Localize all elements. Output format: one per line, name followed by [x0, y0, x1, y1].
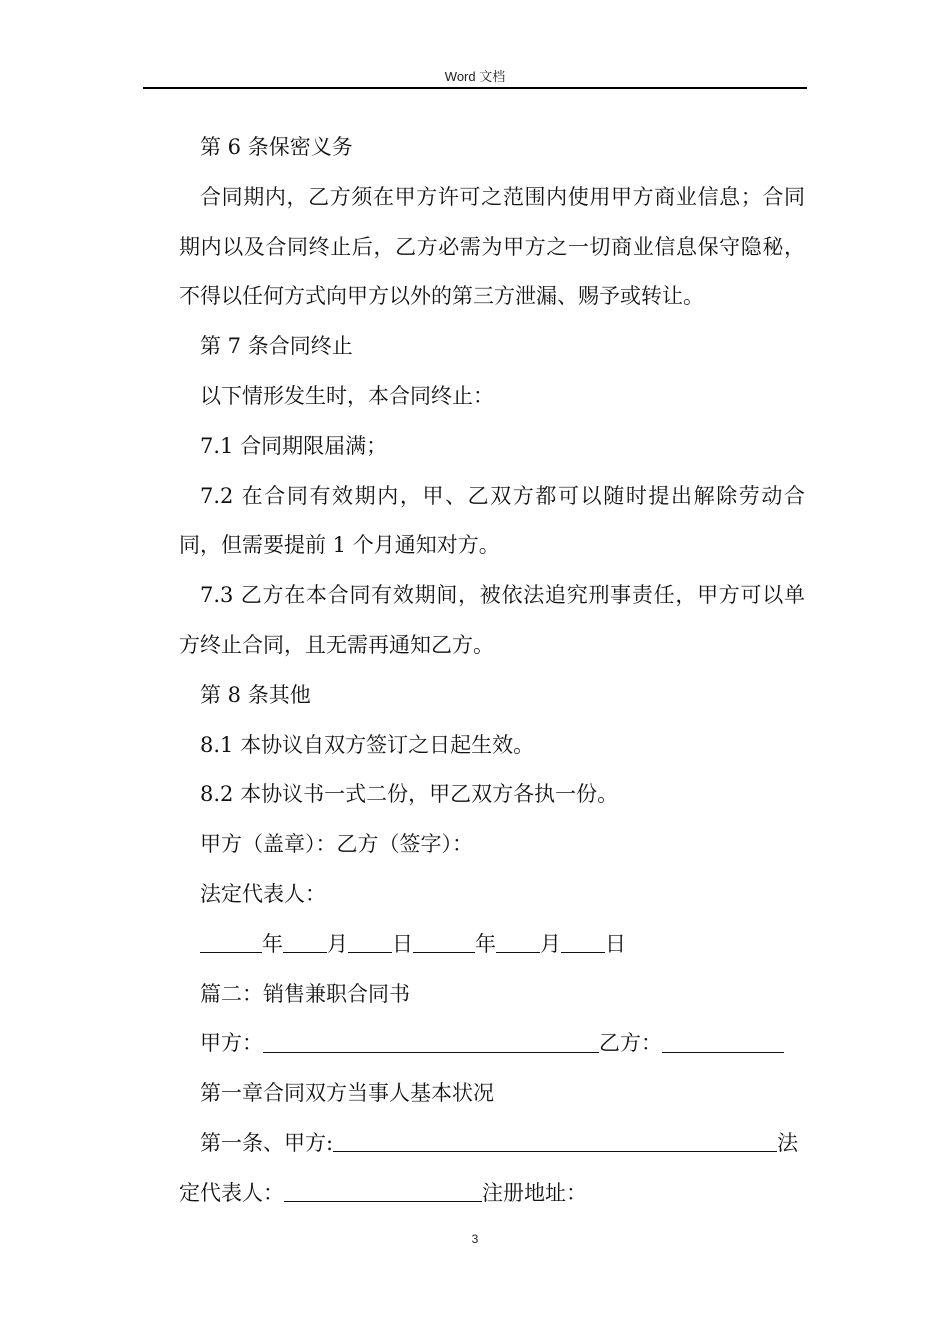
article-7-intro: 以下情形发生时，本合同终止：: [200, 383, 494, 408]
legal-rep-label: 定代表人：: [179, 1180, 284, 1205]
party-a-name-blank[interactable]: [333, 1132, 777, 1153]
day-blank-a[interactable]: [348, 932, 392, 953]
signature-line: 甲方（盖章）：乙方（签字）：: [200, 832, 473, 857]
year-label-b: 年: [475, 931, 496, 956]
part-2-title: 篇二：销售兼职合同书: [200, 981, 410, 1006]
party-a-label: 甲方：: [200, 1031, 263, 1056]
article-1-line: [179, 1119, 805, 1169]
document-body: [179, 123, 805, 1219]
article-6-title: 第 6 条保密义务: [200, 135, 353, 159]
year-blank-a[interactable]: [200, 932, 262, 953]
month-blank-b[interactable]: [496, 932, 540, 953]
year-blank-b[interactable]: [413, 932, 475, 953]
page-header: Word 文档: [444, 69, 506, 84]
year-label-a: 年: [262, 931, 283, 956]
party-b-label: 乙方：: [599, 1031, 662, 1056]
month-blank-a[interactable]: [283, 932, 327, 953]
date-line: [179, 920, 805, 970]
clause-8-2: 8.2 本协议书一式二份，甲乙双方各执一份。: [200, 782, 619, 807]
header-divider: [143, 87, 807, 89]
parties-line: [179, 1019, 805, 1069]
clause-7-3: 7.3 乙方在本合同有效期间，被依法追究刑事责任，甲方可以单方终止合同，且无需再通知乙方。: [179, 583, 805, 657]
clause-7-1: 7.1 合同期限届满；: [200, 433, 388, 458]
day-blank-b[interactable]: [561, 932, 605, 953]
chapter-1-title: 第一章合同双方当事人基本状况: [200, 1081, 494, 1106]
article-1-tail: 法: [777, 1130, 799, 1155]
clause-8-1: 8.1 本协议自双方签订之日起生效。: [200, 732, 535, 757]
clause-7-2: 7.2 在合同有效期内，甲、乙双方都可以随时提出解除劳动合同，但需要提前 1 个月通知对方。: [179, 483, 805, 558]
day-label-b: 日: [605, 931, 626, 956]
month-label-a: 月: [327, 931, 348, 956]
article-7-title: 第 7 条合同终止: [200, 334, 353, 359]
legal-representative-line: 法定代表人：: [200, 881, 326, 906]
article-8-title: 第 8 条其他: [200, 682, 311, 707]
month-label-b: 月: [540, 931, 561, 956]
day-label-a: 日: [392, 931, 413, 956]
registered-address-label: 注册地址：: [482, 1180, 587, 1205]
page-number: 3: [471, 1232, 479, 1246]
party-a-blank[interactable]: [263, 1032, 599, 1053]
legal-rep-blank[interactable]: [284, 1181, 482, 1202]
article-6-body: 合同期内，乙方须在甲方许可之范围内使用甲方商业信息；合同期内以及合同终止后，乙方必需为甲方之一切商业信息保守隐秘，不得以任何方式向甲方以外的第三方泄漏、赐予或转让。: [179, 184, 805, 309]
party-b-blank[interactable]: [662, 1032, 784, 1053]
article-1-label: 第一条、甲方:: [200, 1130, 334, 1155]
article-1-line-2: [179, 1169, 805, 1219]
